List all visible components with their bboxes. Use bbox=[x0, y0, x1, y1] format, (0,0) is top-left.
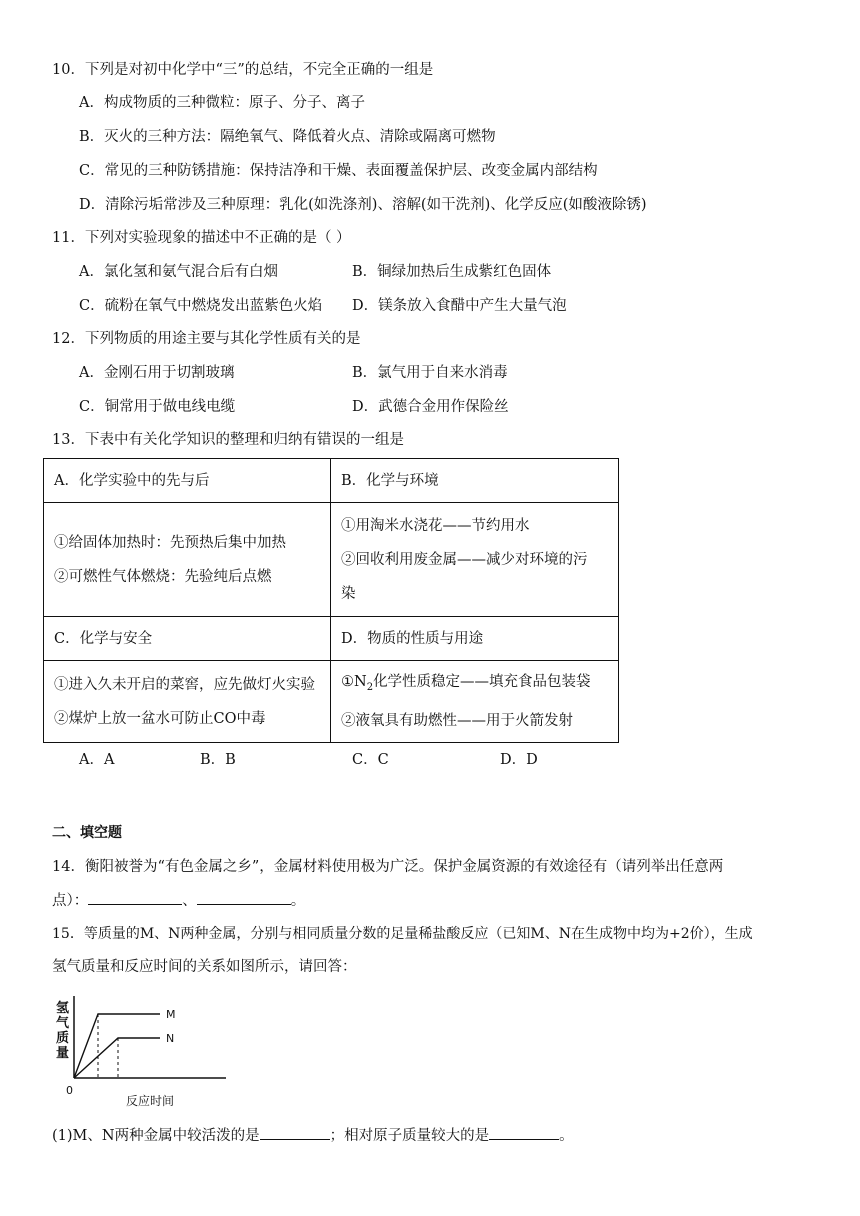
q13-option-d: D．D bbox=[500, 752, 538, 768]
q14-answer-blank-1[interactable] bbox=[88, 890, 182, 905]
table-cell-b-body bbox=[331, 503, 619, 617]
q15-answer-blank-1[interactable] bbox=[260, 1125, 330, 1140]
graph-y-label-char: 气 bbox=[56, 1016, 70, 1031]
q13-knowledge-table bbox=[43, 458, 619, 743]
graph-y-label-char: 氢 bbox=[56, 1001, 70, 1016]
table-c-item-2: ②煤炉上放一盆水可防止CO中毒 bbox=[54, 710, 266, 727]
graph-y-label-char: 质 bbox=[56, 1031, 70, 1046]
table-d-item-1: $①N_2$化学性质稳定——填充食品包装袋 bbox=[341, 673, 591, 693]
q10-option-a: A．构成物质的三种微粒：原子、分子、离子 bbox=[79, 95, 365, 111]
q12-stem: 12．下列物质的用途主要与其化学性质有关的是 bbox=[52, 331, 361, 347]
series-m-line bbox=[74, 1014, 160, 1078]
q12-option-a: A．金刚石用于切割玻璃 bbox=[79, 365, 235, 381]
q12-option-b: B．氯气用于自来水消毒 bbox=[352, 365, 508, 381]
q11-option-d: D．镁条放入食醋中产生大量气泡 bbox=[352, 298, 567, 314]
q13-option-b: B．B bbox=[200, 752, 236, 768]
table-c-item-1: ①进入久未开启的菜窖，应先做灯火实验 bbox=[54, 676, 315, 693]
table-cell-d-body bbox=[331, 661, 619, 743]
q11-option-a: A．氯化氢和氨气混合后有白烟 bbox=[79, 264, 278, 280]
q10-option-c: C．常见的三种防锈措施：保持洁净和干燥、表面覆盖保护层、改变金属内部结构 bbox=[79, 163, 598, 179]
graph-y-label bbox=[56, 1000, 70, 1061]
q13-option-a: A．A bbox=[79, 752, 115, 768]
q13-stem: 13．下表中有关化学知识的整理和归纳有错误的一组是 bbox=[52, 432, 404, 448]
q15-answer-blank-2[interactable] bbox=[489, 1125, 559, 1140]
table-cell-c-body bbox=[44, 661, 331, 743]
table-b-item-2a: ②回收利用废金属——减少对环境的污 bbox=[341, 551, 588, 568]
q14-answer-blank-2[interactable] bbox=[197, 890, 291, 905]
table-b-item-1: ①用淘米水浇花——节约用水 bbox=[341, 517, 530, 534]
table-a-item-2: ②可燃性气体燃烧：先验纯后点燃 bbox=[54, 568, 272, 585]
q13-option-c: C．C bbox=[352, 752, 389, 768]
q12-option-c: C．铜常用于做电线电缆 bbox=[79, 399, 236, 415]
table-cell-d-header: D．物质的性质与用途 bbox=[331, 617, 619, 661]
series-m-label: M bbox=[166, 1008, 176, 1021]
table-cell-a-header: A．化学实验中的先与后 bbox=[44, 459, 331, 503]
table-cell-c-header: C．化学与安全 bbox=[44, 617, 331, 661]
graph-y-label-char: 量 bbox=[56, 1046, 70, 1061]
series-n-label: N bbox=[166, 1032, 175, 1045]
table-b-item-2b: 染 bbox=[341, 585, 356, 602]
table-a-item-1: ①给固体加热时：先预热后集中加热 bbox=[54, 534, 286, 551]
graph-x-label: 反应时间 bbox=[126, 1094, 175, 1108]
q15-line-2: 氢气质量和反应时间的关系如图所示，请回答： bbox=[52, 959, 357, 975]
q10-option-b: B．灭火的三种方法：隔绝氧气、降低着火点、清除或隔离可燃物 bbox=[79, 129, 496, 145]
table-cell-b-header: B．化学与环境 bbox=[331, 459, 619, 503]
graph-origin-label: 0 bbox=[66, 1084, 73, 1097]
section-title-fill-in: 二、填空题 bbox=[52, 825, 122, 841]
q11-stem: 11．下列对实验现象的描述中不正确的是（ ） bbox=[52, 230, 351, 246]
q15-line-1: 15．等质量的M、N两种金属，分别与相同质量分数的足量稀盐酸反应（已知M、N在生成物中均为+2价），生成 bbox=[52, 926, 753, 942]
q12-option-d: D．武德合金用作保险丝 bbox=[352, 399, 509, 415]
q14-line-2: 点）： 、 。 bbox=[52, 890, 305, 911]
q14-line-1: 14．衡阳被誉为“有色金属之乡”，金属材料使用极为广泛。保护金属资源的有效途径有（请列举出任意两 bbox=[52, 859, 724, 875]
q11-option-c: C．硫粉在氧气中燃烧发出蓝紫色火焰 bbox=[79, 298, 323, 314]
q11-option-b: B．铜绿加热后生成紫红色固体 bbox=[352, 264, 552, 280]
table-d-item-2: ②液氧具有助燃性——用于火箭发射 bbox=[341, 713, 573, 730]
q10-option-d: D．清除污垢常涉及三种原理：乳化(如洗涤剂)、溶解(如干洗剂)、化学反应(如酸液除锈) bbox=[79, 197, 647, 213]
table-cell-a-body bbox=[44, 503, 331, 617]
q10-stem: 10．下列是对初中化学中“三”的总结，不完全正确的一组是 bbox=[52, 62, 434, 78]
q15-sub-1: (1)M、N两种金属中较活泼的是 ；相对原子质量较大的是 。 bbox=[52, 1125, 574, 1146]
hydrogen-mass-graph bbox=[50, 992, 230, 1108]
